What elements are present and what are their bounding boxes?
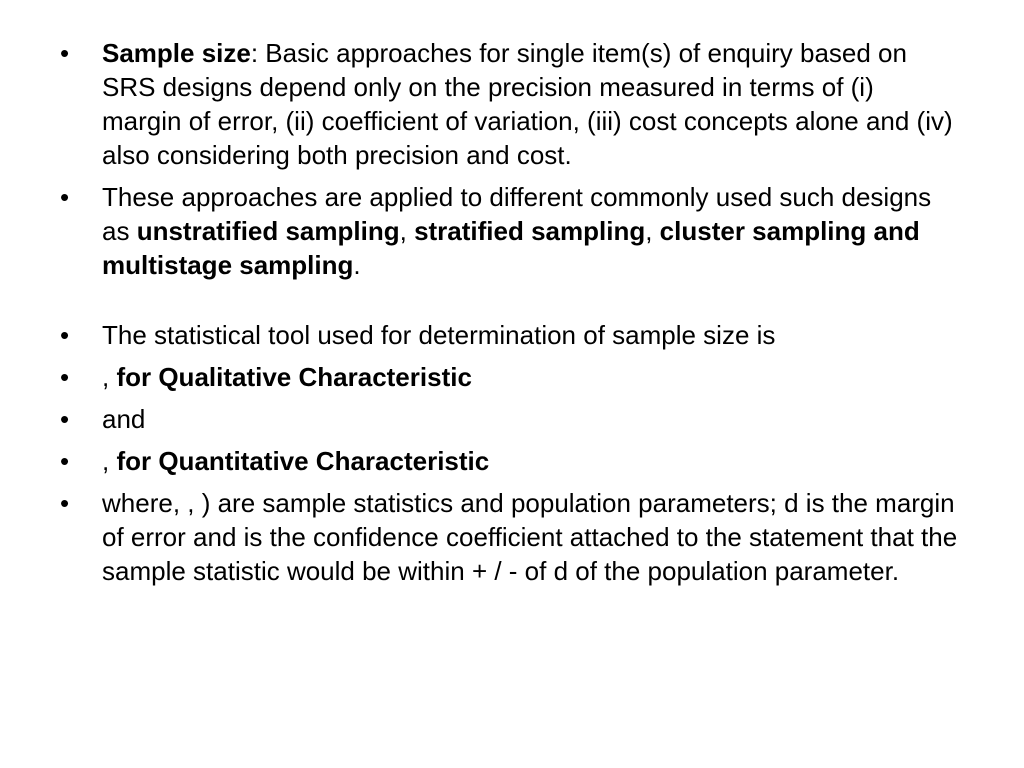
bullet-dot: • bbox=[60, 38, 70, 68]
bullet-text: These approaches are applied to different commonly used such designs as bbox=[102, 182, 932, 246]
bullet-bold-stratified: stratified sampling bbox=[414, 216, 646, 246]
bullet-sample-size bbox=[60, 36, 960, 172]
bullet-bold-unstratified: unstratified sampling bbox=[136, 216, 400, 246]
bullet-statistical-tool bbox=[60, 318, 960, 352]
bullet-separator: , bbox=[399, 216, 415, 246]
bullet-dot: • bbox=[60, 320, 70, 350]
bullet-and bbox=[60, 402, 960, 436]
bullet-bold-quantitative: for Quantitative Characteristic bbox=[116, 446, 490, 476]
bullet-dot: • bbox=[60, 488, 70, 518]
bullet-dot: • bbox=[60, 446, 70, 476]
bullet-text: , bbox=[102, 362, 117, 392]
bullet-bold-qualitative: for Qualitative Characteristic bbox=[116, 362, 472, 392]
bullet-text: where, , ) are sample statistics and population parameters; d is the margin of error and is the confidence coefficient attached to the statement that the sample statistic would be within + / - of d of the population parameter. bbox=[102, 488, 958, 586]
bullet-dot: • bbox=[60, 182, 70, 212]
bullet-bold-lead: Sample size bbox=[102, 38, 251, 68]
bullet-quantitative bbox=[60, 444, 960, 478]
bullet-text-end: . bbox=[353, 250, 361, 280]
bullet-dot: • bbox=[60, 362, 70, 392]
bullet-text: The statistical tool used for determination of sample size is bbox=[102, 320, 776, 350]
bullet-list bbox=[60, 36, 960, 596]
bullet-approaches bbox=[60, 180, 960, 282]
bullet-text: , bbox=[102, 446, 117, 476]
bullet-dot: • bbox=[60, 404, 70, 434]
bullet-text: : Basic approaches for single item(s) of enquiry based on SRS designs depend only on the precision measured in terms of (i) margin of error, (ii) coefficient of variation, (iii) cost concepts alone and (iv) also considering both precision and cost. bbox=[102, 38, 953, 170]
bullet-text: and bbox=[102, 404, 146, 434]
bullet-where bbox=[60, 486, 960, 588]
bullet-bold-cluster: cluster sampling and multistage sampling bbox=[102, 216, 920, 280]
bullet-qualitative bbox=[60, 360, 960, 394]
bullet-separator: , bbox=[645, 216, 660, 246]
